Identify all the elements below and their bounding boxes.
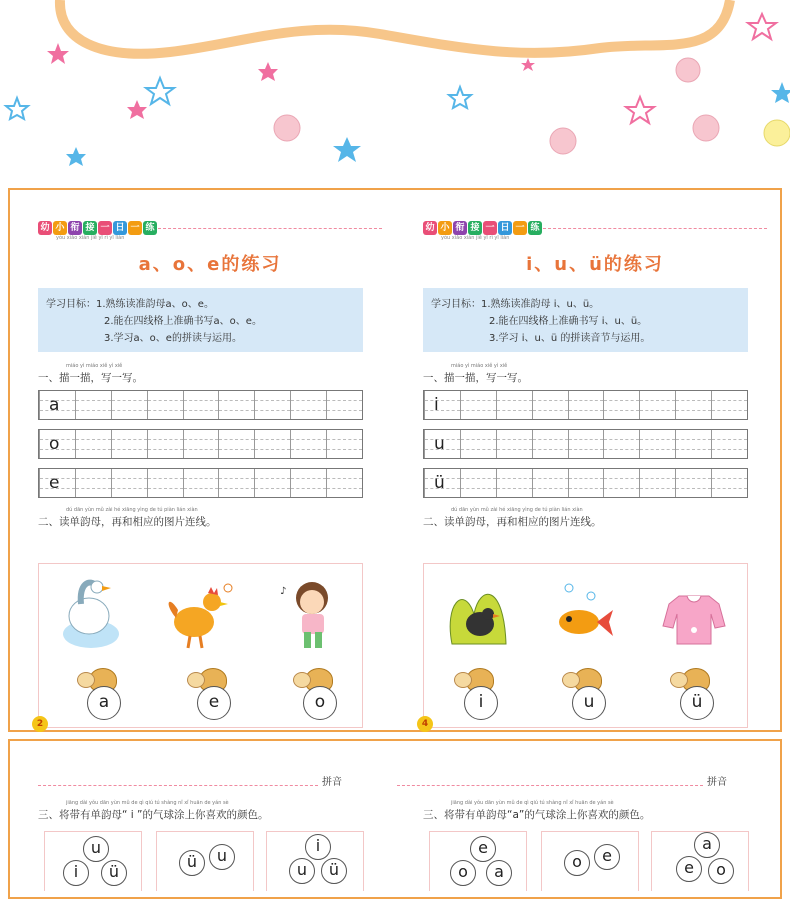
balloon-box — [429, 831, 527, 891]
bubble-icon — [274, 115, 300, 141]
snail-letter[interactable] — [562, 664, 612, 719]
grid-letter: i — [434, 395, 439, 415]
star-icon — [258, 62, 278, 81]
grid-letter: u — [434, 434, 445, 454]
grid-letter: e — [49, 473, 60, 493]
star-icon — [521, 58, 535, 71]
brand-char: 接 — [83, 221, 97, 235]
star-icon — [771, 82, 790, 103]
star-icon — [66, 147, 86, 166]
section-heading — [423, 507, 602, 529]
section-pinyin: miáo yì miáo xiě yì xiě — [451, 363, 508, 369]
goal-item: 1.熟练读准韵母 i、u、ü。 — [481, 299, 600, 310]
brand-char: 小 — [53, 221, 67, 235]
girl-image[interactable] — [274, 574, 344, 654]
balloon[interactable]: u — [209, 844, 235, 870]
balloon[interactable]: e — [676, 856, 702, 882]
balloon[interactable]: o — [564, 850, 590, 876]
pinyin-tag: 拼音 — [322, 777, 342, 788]
balloon[interactable]: i — [305, 834, 331, 860]
brand-header — [423, 218, 543, 241]
section-pinyin: miáo yì miáo xiě yì xiě — [66, 363, 123, 369]
writing-grid-row[interactable] — [423, 390, 748, 420]
divider — [38, 785, 318, 786]
brand-char: 练 — [143, 221, 157, 235]
snail-head — [454, 672, 472, 688]
grid-letter: o — [49, 434, 60, 454]
balloon-box — [156, 831, 254, 891]
section-pinyin: dú dān yùn mǔ zài hé xiāng yìng de tú piàn lián xiàn — [66, 507, 198, 513]
letter-bubble: i — [464, 686, 498, 720]
writing-grid-row[interactable] — [423, 429, 748, 459]
brand-header — [38, 218, 158, 241]
writing-grid-row[interactable] — [423, 468, 748, 498]
left-page — [36, 218, 382, 729]
section-pinyin: jiāng dài yǒu dān yùn mǔ de qì qiú tú shàng nǐ xǐ huān de yán sè — [451, 800, 614, 806]
snail-head — [293, 672, 311, 688]
letter-bubble: a — [87, 686, 121, 720]
section-heading — [38, 507, 217, 529]
brand-char: 日 — [498, 221, 512, 235]
page-number: 4 — [417, 716, 433, 732]
svg-text:♪: ♪ — [280, 586, 287, 597]
balloon[interactable]: a — [694, 832, 720, 858]
section-heading — [423, 800, 651, 822]
section-text: 三、将带有单韵母“ i ”的气球涂上你喜欢的颜色。 — [38, 809, 269, 821]
balloon[interactable]: u — [83, 836, 109, 862]
goal-item: 3.学习 i、u、ü 的拼读音节与运用。 — [489, 333, 651, 344]
goals-label: 学习目标： — [431, 299, 481, 310]
balloon[interactable]: a — [486, 860, 512, 886]
section-heading — [38, 800, 269, 822]
page-number: 2 — [32, 716, 48, 732]
bubble-icon — [764, 120, 790, 146]
goal-item: 3.学习a、o、e的拼读与运用。 — [104, 333, 242, 344]
star-icon — [748, 14, 776, 39]
brand-pinyin: yòu xiǎo xián jiē yī rì yī liàn — [56, 235, 125, 241]
letter-bubble: e — [197, 686, 231, 720]
page-title: i、u、ü的练习 — [526, 254, 664, 275]
grid-letter: ü — [434, 473, 445, 493]
bubble-icon — [550, 128, 576, 154]
balloon[interactable]: e — [470, 836, 496, 862]
sweater-image[interactable] — [659, 574, 729, 654]
star-icon — [47, 43, 69, 64]
star-icon — [146, 78, 174, 104]
balloon-box — [541, 831, 639, 891]
page-title: a、o、e的练习 — [138, 254, 282, 275]
snail-letter[interactable] — [293, 664, 343, 719]
pinyin-tag: 拼音 — [707, 777, 727, 788]
star-icon — [449, 87, 471, 108]
divider — [158, 228, 382, 229]
snail-head — [562, 672, 580, 688]
writing-grid-row[interactable] — [38, 468, 363, 498]
star-icon — [127, 100, 147, 119]
brand-char: 练 — [528, 221, 542, 235]
goal-item: 1.熟练读准韵母a、o、e。 — [96, 299, 214, 310]
snail-head — [77, 672, 95, 688]
brand-char: 一 — [483, 221, 497, 235]
fish-image[interactable] — [549, 574, 619, 654]
letter-bubble: u — [572, 686, 606, 720]
lower-spread — [8, 739, 782, 899]
brand-char: 日 — [113, 221, 127, 235]
snail-letter[interactable] — [670, 664, 720, 719]
matching-area — [38, 563, 363, 728]
learning-goals — [38, 288, 363, 352]
snail-head — [670, 672, 688, 688]
balloon[interactable]: i — [63, 860, 89, 886]
learning-goals — [423, 288, 748, 352]
brand-char: 幼 — [38, 221, 52, 235]
section-text: 二、读单韵母，再和相应的图片连线。 — [423, 516, 602, 528]
brand-char: 一 — [128, 221, 142, 235]
section-heading — [38, 363, 143, 385]
balloon[interactable]: ü — [179, 850, 205, 876]
writing-grid-row[interactable] — [38, 390, 363, 420]
section-text: 一、描一描，写一写。 — [38, 372, 143, 384]
top-decoration — [0, 0, 790, 170]
section-heading — [423, 363, 528, 385]
matching-area — [423, 563, 748, 728]
star-icon — [6, 98, 28, 119]
goose-image[interactable] — [59, 574, 129, 654]
workbook-spread — [8, 188, 782, 732]
goal-item: 2.能在四线格上准确书写a、o、e。 — [104, 316, 262, 327]
right-page — [421, 218, 767, 729]
brand-char: 小 — [438, 221, 452, 235]
goals-label: 学习目标： — [46, 299, 96, 310]
balloon[interactable]: o — [708, 858, 734, 884]
balloon[interactable]: e — [594, 844, 620, 870]
balloon-box — [44, 831, 142, 891]
grass-bird-image[interactable] — [444, 574, 514, 654]
writing-grid-row[interactable] — [38, 429, 363, 459]
balloon[interactable]: u — [289, 858, 315, 884]
section-text: 三、将带有单韵母“a”的气球涂上你喜欢的颜色。 — [423, 809, 651, 821]
brand-char: 衔 — [453, 221, 467, 235]
bubble-icon — [693, 115, 719, 141]
star-icon — [626, 97, 654, 123]
divider — [543, 228, 767, 229]
balloon[interactable]: ü — [321, 858, 347, 884]
letter-bubble: o — [303, 686, 337, 720]
snail-letter[interactable] — [77, 664, 127, 719]
snail-letter[interactable] — [454, 664, 504, 719]
section-pinyin: jiāng dài yǒu dān yùn mǔ de qì qiú tú shàng nǐ xǐ huān de yán sè — [66, 800, 229, 806]
goal-item: 2.能在四线格上准确书写 i、u、ü。 — [489, 316, 648, 327]
star-icon — [333, 137, 361, 162]
grid-letter: a — [49, 395, 60, 415]
balloon[interactable]: ü — [101, 860, 127, 886]
balloon-box — [651, 831, 749, 891]
section-text: 一、描一描，写一写。 — [423, 372, 528, 384]
brand-char: 一 — [513, 221, 527, 235]
balloon-box — [266, 831, 364, 891]
brand-char: 衔 — [68, 221, 82, 235]
bubble-icon — [676, 58, 700, 82]
snail-head — [187, 672, 205, 688]
divider — [397, 785, 703, 786]
section-pinyin: dú dān yùn mǔ zài hé xiāng yìng de tú piàn lián xiàn — [451, 507, 583, 513]
balloon[interactable]: o — [450, 860, 476, 886]
brand-pinyin: yòu xiǎo xián jiē yī rì yī liàn — [441, 235, 510, 241]
wavy-frame — [60, 0, 730, 54]
brand-char: 接 — [468, 221, 482, 235]
section-text: 二、读单韵母，再和相应的图片连线。 — [38, 516, 217, 528]
brand-char: 一 — [98, 221, 112, 235]
brand-char: 幼 — [423, 221, 437, 235]
snail-letter[interactable] — [187, 664, 237, 719]
letter-bubble: ü — [680, 686, 714, 720]
rooster-image[interactable] — [164, 574, 234, 654]
